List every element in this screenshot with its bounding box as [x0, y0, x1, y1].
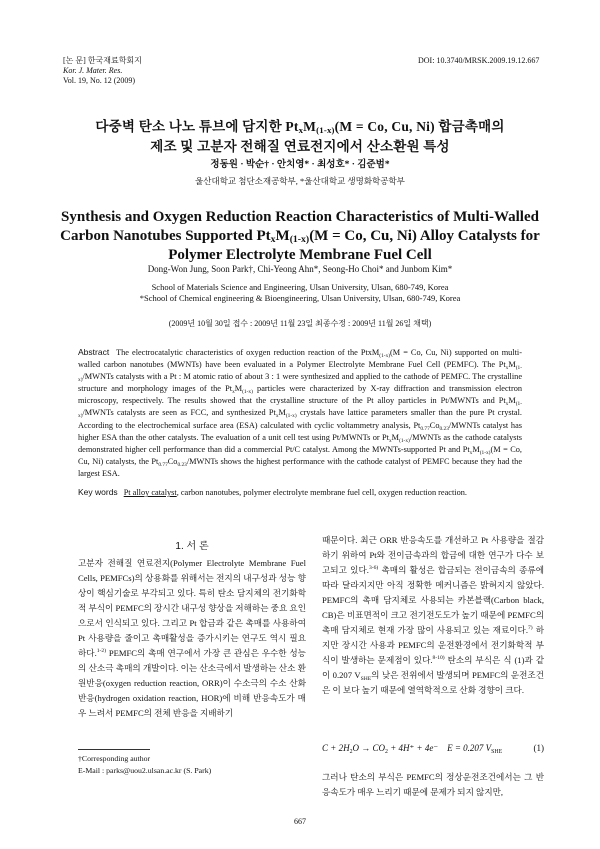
subscript: (1-x) [479, 449, 491, 456]
korean-title-part: M [303, 119, 317, 134]
subscript: x [505, 365, 509, 372]
abstract-text: Co [429, 420, 440, 430]
equation-part: O → CO [352, 743, 386, 753]
english-title-part: Carbon Nanotubes Supported Pt [60, 228, 271, 244]
reference-marker: 8-10) [432, 655, 445, 662]
right-column-text [322, 533, 544, 698]
affiliation-line: School of Materials Science and Engineering, Ulsan University, Ulsan, 680-749, Korea [151, 282, 449, 292]
body-text: 하지만 장시간 사용과 PEMFC의 운전환경에서 전기화학적 부식이 발생하는 문제점이 있다. [322, 625, 545, 665]
subscript: 2 [385, 749, 388, 755]
journal-name: [논 문] 한국재료학회지 [63, 56, 142, 65]
abstract-text: (M = Co, Cu, Ni) catalysts, the Pt [78, 444, 522, 466]
received-dates: (2009년 10월 30일 접수 : 2009년 11월 23일 최종수정 : 2009년 11월 26일 채택) [168, 319, 432, 328]
equation-1 [322, 743, 544, 754]
doi: DOI: 10.3740/MRSK.2009.19.12.667 [418, 56, 540, 65]
english-affiliation [40, 282, 560, 304]
keywords [78, 486, 522, 499]
body-text: 때문이다. 최근 ORR 반응속도를 개선하고 Pt 사용량을 절감하기 위하여 Pt와 전이금속과의 합금에 대한 연구가 다수 보고되고 있다. [322, 535, 544, 575]
abstract-text: particles were characterized by X-ray diffraction and transmission electron microscopy, respectively. The results showed that the crystalline structure of the Pt alloy particles in Pt/MWNTs and Pt [78, 384, 522, 406]
body-text: 의 낮은 전위에서 발생되며 PEMFC의 운전조건은 이 보다 높기 때문에 열역학적으로 산화 경향이 크다. [322, 670, 545, 695]
keywords-label: Key words [78, 487, 118, 497]
subscript: 0.77 [420, 425, 430, 432]
section-title: 1. 서 론 [175, 541, 209, 552]
abstract-text: The electrocatalytic characteristics of oxygen reduction reaction of the PtxM [116, 348, 380, 357]
abstract-label: Abstract [78, 347, 110, 357]
subscript: x [388, 437, 392, 444]
reference-marker: 7) [528, 625, 533, 632]
subscript: SHE [360, 676, 372, 682]
english-title-part: (M = Co, Cu, Ni) Alloy Catalysts for [309, 228, 540, 244]
abstract-text: M [278, 408, 286, 418]
korean-authors: 정동원 · 박순† · 안치영* · 최성호* · 김준범* [210, 160, 390, 170]
english-title-line1: Synthesis and Oxygen Reduction Reaction Characteristics of Multi-Walled [61, 209, 539, 225]
equation-part: C + 2H [322, 743, 350, 753]
subscript: SHE [491, 749, 503, 755]
english-authors: Dong-Won Jung, Soon Park†, Chi-Yeong Ahn*, Seong-Ho Choi* and Junbom Kim* [147, 264, 453, 274]
right-column-continued: 그러나 탄소의 부식은 PEMFC의 정상운전조건에서는 그 반응속도가 매우 느리기 때문에 문제가 되지 않지만, [322, 772, 544, 797]
abstract-text: M [508, 396, 516, 406]
korean-affiliation: 울산대학교 첨단소재공학부, *울산대학교 생명화학공학부 [195, 176, 405, 186]
subscript: (1-x) [78, 401, 522, 420]
reference-marker: 3-6) [368, 565, 379, 572]
author-email: E-Mail : parks@uou2.ulsan.ac.kr (S. Park) [78, 766, 212, 775]
subscript: 2 [349, 749, 353, 755]
keywords-text: , carbon nanotubes, polymer electrolyte membrane fuel cell, oxygen reduction reaction. [176, 488, 467, 497]
affiliation-line: *School of Chemical engineering & Bioengineering, Ulsan University, Ulsan, 680-749, Korea [139, 293, 461, 303]
left-column-text [78, 556, 306, 721]
abstract-text: M [234, 384, 243, 394]
subscript: (1-x) [242, 389, 253, 396]
subscript: (1-x) [399, 437, 410, 444]
subscript: (1-x) [78, 365, 522, 384]
body-text: 탄소의 부식은 식 (1)과 같이 0.207 V [322, 655, 544, 680]
subscript: x [298, 125, 304, 135]
subscript: (1-x) [316, 125, 335, 135]
body-text: 촉매의 활성은 합금되는 전이금속의 종류에 따라 달라지지만 아직 정확한 메커니즘은 밝혀지지 않았다. PEMFC의 촉매 담지체로 사용되는 카본블랙(Carbon black, CB)은 비표면적이 크고 전기전도도가 높기 때문에 PEMFC의 촉매 담지체로 현재 가장 많이 사용되고 있는 재료이다. [322, 565, 545, 635]
keyword-link: Pt alloy catalyst [123, 488, 177, 497]
korean-title-line2: 제조 및 고분자 전해질 연료전지에서 산소환원 특성 [150, 139, 450, 154]
abstract-text: Co [167, 456, 178, 466]
abstract-text: M [508, 360, 516, 370]
equation-part: + 4H⁺ + 4e⁻ [387, 743, 439, 753]
subscript: x [270, 234, 276, 245]
subscript: x [505, 401, 509, 408]
equation-number: (1) [533, 743, 544, 753]
body-text: PEMFC의 촉매 연구에서 가장 큰 관심은 우수한 성능의 산소극 촉매의 개발이다. 이는 산소극에서 발생하는 산소 환원반응(oxygen reduction reaction, ORR)이 수소극의 수소 산화반응(hydrogen oxidation reaction, HOR)에 비해 반응속도가 매우 느려서 PEMFC의 전체 반응을 지배하기 [78, 648, 306, 718]
page-number: 667 [294, 817, 306, 826]
abstract-text: /MWNTs catalysts with a Pt : M atomic ratio of about 3 : 1 were synthesized and applied to the cathode of PEMFC. The crystalline structure and morphology images of the Pt [78, 372, 522, 394]
journal-abbrev: Kor. J. Mater. Res. [63, 66, 123, 75]
abstract-text: M [391, 432, 400, 442]
journal-header [63, 56, 142, 86]
abstract-text: (M = Co, Cu, Ni) supported on multi-walled carbon nanotubes (MWNTs) have been evaluated in a Polymer Electrolyte Membrane Fuel Cell (PEMFC). The Pt [78, 348, 522, 370]
english-title [40, 208, 560, 265]
korean-title-part: (M = Co, Cu, Ni) 합금촉매의 [334, 119, 505, 134]
subscript: x [469, 449, 473, 456]
abstract [78, 346, 522, 480]
corresponding-author: †Corresponding author [78, 754, 151, 763]
abstract-text: /MWNTs catalyst has higher ESA than the other catalysts. The evaluation of a unit cell test using Pt/MWNTs or Pt [78, 420, 522, 442]
abstract-text: /MWNTs as the cathode catalysts demonstrated higher cell performance than did a commercial Pt/C catalyst. Among the MWNTs-supported Pt and Pt [78, 432, 522, 454]
abstract-text: M [472, 444, 480, 454]
korean-title [40, 117, 560, 157]
english-title-part: M [275, 228, 290, 244]
subscript: (1-x) [285, 413, 297, 420]
reference-marker: 1-2) [96, 648, 107, 655]
journal-volume: Vol. 19, No. 12 (2009) [63, 76, 136, 85]
body-text: 고분자 전해질 연료전지(Polymer Electrolyte Membrane Fuel Cells, PEMFCs)의 상용화를 위해서는 전지의 내구성과 성능 향상이 핵심기술로 부각되고 있다. 특히 탄소 담지체의 전기화학적 부식이 PEMFC의 장시간 내구성 향상을 저해하는 중요 요인으로서 인식되고 있다. 그리고 Pt 합금과 같은 촉매를 사용하여 Pt 사용량을 줄이고 촉매활성을 증가시키는 연구도 역시 필요하다. [78, 558, 307, 658]
subscript: x [275, 413, 279, 420]
english-title-line3: Polymer Electrolyte Membrane Fuel Cell [168, 247, 432, 263]
korean-title-part: 다중벽 탄소 나노 튜브에 담지한 Pt [95, 119, 299, 134]
subscript: 0.23 [177, 461, 187, 468]
abstract-text: /MWNTs catalysts are seen as FCC, and synthesized Pt [82, 408, 276, 418]
footnote-rule [78, 749, 150, 750]
abstract-text: /MWNTs shows the highest performance with the cathode catalyst of PEMFC because they had the largest ESA. [78, 456, 522, 478]
equation-part: E = 0.207 V [447, 743, 492, 753]
footnote [78, 753, 211, 777]
subscript: 0.77 [158, 461, 168, 468]
subscript: (1-x) [289, 234, 310, 245]
abstract-text: crystals have lattice parameters smaller than the pure Pt crystal. According to the electrochemical surface area (ESA) calculated with cyclic voltammetry analysis, Pt [78, 408, 522, 430]
subscript: (1-x) [379, 353, 391, 359]
subscript: x [232, 389, 235, 396]
subscript: 0.23 [439, 425, 449, 432]
